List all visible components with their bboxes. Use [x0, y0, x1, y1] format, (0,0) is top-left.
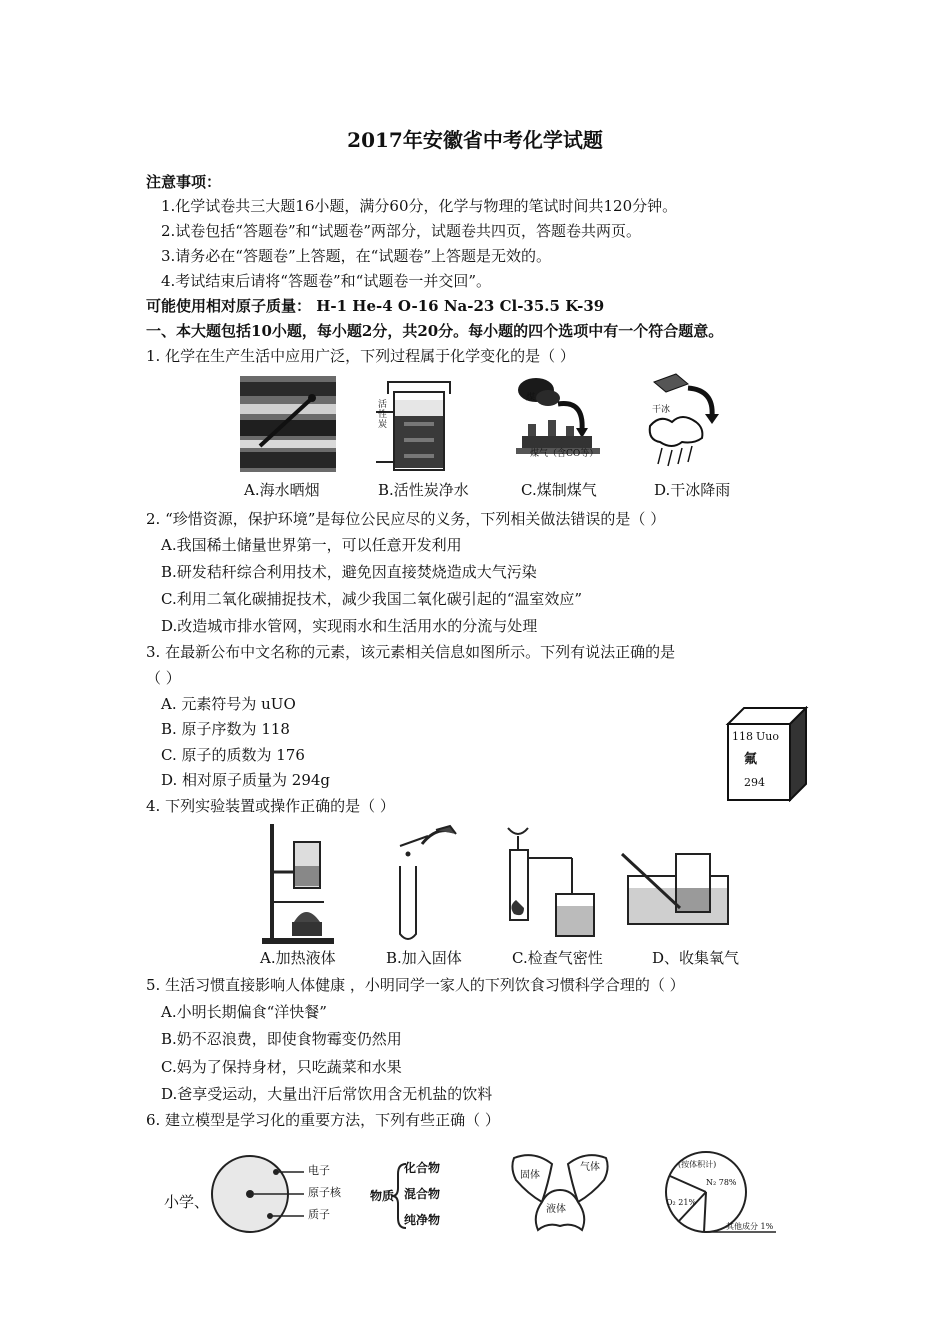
q6-class-branch: 纯净物	[404, 1213, 441, 1227]
q1-option-d: D.干冰降雨	[654, 481, 731, 499]
q4-image-b	[392, 822, 462, 946]
q6-pie-o2: O₂ 21%	[666, 1198, 697, 1207]
q6-pie-title: (按体积计)	[678, 1160, 717, 1169]
q2-option-b: B.研发秸秆综合利用技术，避免因直接焚烧造成大气污染	[161, 563, 537, 581]
notice-item: 1.化学试卷共三大题16小题，满分60分，化学与物理的笔试时间共120分钟。	[161, 197, 678, 215]
notice-heading: 注意事项：	[146, 173, 222, 191]
q6-atom-label-proton: 质子	[308, 1208, 330, 1221]
q6-atom-label-electron: 电子	[308, 1164, 330, 1177]
q1-option-a: A.海水晒烟	[244, 481, 320, 499]
q1-image-a	[240, 376, 336, 472]
question-2-stem: 2. “珍惜资源，保护环境”是每位公民应尽的义务，下列相关做法错误的是（ ）	[146, 510, 666, 528]
question-3-paren: （ ）	[146, 669, 181, 687]
q6-class-root: 物质	[370, 1189, 395, 1203]
q5-option-b: B.奶不忍浪费，即使食物霉变仍然用	[161, 1030, 402, 1048]
q6-class-branch: 混合物	[404, 1187, 441, 1201]
q6-state-label: 气体	[580, 1162, 600, 1173]
notice-item: 3.请务必在“答题卷”上答题，在“试题卷”上答题是无效的。	[161, 247, 551, 265]
q4-image-d	[618, 836, 736, 926]
q4-option-b: B.加入固体	[386, 949, 462, 967]
q4-image-a	[258, 822, 338, 946]
q1-image-d	[642, 372, 730, 472]
q2-option-c: C.利用二氧化碳捕捉技术，减少我国二氧化碳引起的“温室效应”	[161, 590, 583, 608]
q4-option-d: D、收集氧气	[652, 949, 740, 967]
q1-c-bottom-label: 煤气（含CO等）	[530, 449, 599, 459]
q2-option-d: D.改造城市排水管网，实现雨水和生活用水的分流与处理	[161, 617, 538, 635]
notice-item: 2.试卷包括“答题卷”和“试题卷”两部分，试题卷共四页，答题卷共两页。	[161, 222, 641, 240]
question-5-stem: 5. 生活习惯直接影响人体健康 ，小明同学一家人的下列饮食习惯科学合理的（ ）	[146, 976, 685, 994]
question-3-stem: 3. 在最新公布中文名称的元素，该元素相关信息如图所示。下列有说法正确的是	[146, 643, 676, 661]
q6-atom-label-nucleus: 原子核	[308, 1186, 341, 1199]
q3-option-d: D. 相对原子质量为 294g	[161, 771, 331, 789]
q1-option-c: C.煤制煤气	[521, 481, 597, 499]
question-4-stem: 4. 下列实验装置或操作正确的是（ ）	[146, 797, 395, 815]
question-6-stem: 6. 建立模型是学习化的重要方法，下列有些正确（ ）	[146, 1111, 500, 1129]
q6-state-label: 液体	[546, 1204, 566, 1215]
q6-pie-other: 其他成分 1%	[726, 1222, 774, 1231]
section-heading: 一、本大题包括10小题，每小题2分，共20分。每小题的四个选项中有一个符合题意。	[146, 322, 724, 340]
q4-option-c: C.检查气密性	[512, 949, 603, 967]
q5-option-c: C.妈为了保持身材，只吃蔬菜和水果	[161, 1058, 402, 1076]
q6-class-branch: 化合物	[404, 1161, 441, 1175]
q6-state-label: 固体	[520, 1170, 540, 1181]
q1-c-top-label: 煤	[526, 393, 536, 403]
page-title: 2017年安徽省中考化学试题	[347, 128, 603, 152]
q3-element-cube	[724, 706, 810, 802]
q3-option-b: B. 原子序数为 118	[161, 720, 290, 738]
q3-option-a: A. 元素符号为 uUO	[161, 695, 296, 713]
q1-b-label: 活性炭	[378, 400, 388, 430]
q3-element-number: 118	[732, 730, 753, 743]
q5-option-d: D.爸享受运动，大量出汗后常饮用含无机盐的饮料	[161, 1085, 493, 1103]
notice-item: 4.考试结束后请将“答题卷”和“试题卷一并交回”。	[161, 272, 491, 290]
atomic-masses: 可能使用相对原子质量： H-1 He-4 O-16 Na-23 Cl-35.5 K-39	[146, 297, 605, 315]
q3-option-c: C. 原子的质数为 176	[161, 746, 305, 764]
q4-option-a: A.加热液体	[260, 949, 336, 967]
q6-pie-n2: N₂ 78%	[706, 1178, 737, 1187]
question-1-stem: 1. 化学在生产生活中应用广泛，下列过程属于化学变化的是（ ）	[146, 347, 575, 365]
q2-option-a: A.我国稀土储量世界第一，可以任意开发利用	[161, 536, 462, 554]
q4-image-c	[502, 822, 598, 946]
q3-element-symbol: Uuo	[756, 730, 779, 743]
q5-option-a: A.小明长期偏食“洋快餐”	[161, 1003, 327, 1021]
q1-option-b: B.活性炭净水	[378, 481, 469, 499]
q3-element-name: 氟	[744, 752, 758, 767]
q3-element-mass: 294	[744, 776, 765, 789]
q1-d-label: 干冰	[652, 405, 671, 415]
q6-lead: 小学、	[164, 1193, 210, 1211]
